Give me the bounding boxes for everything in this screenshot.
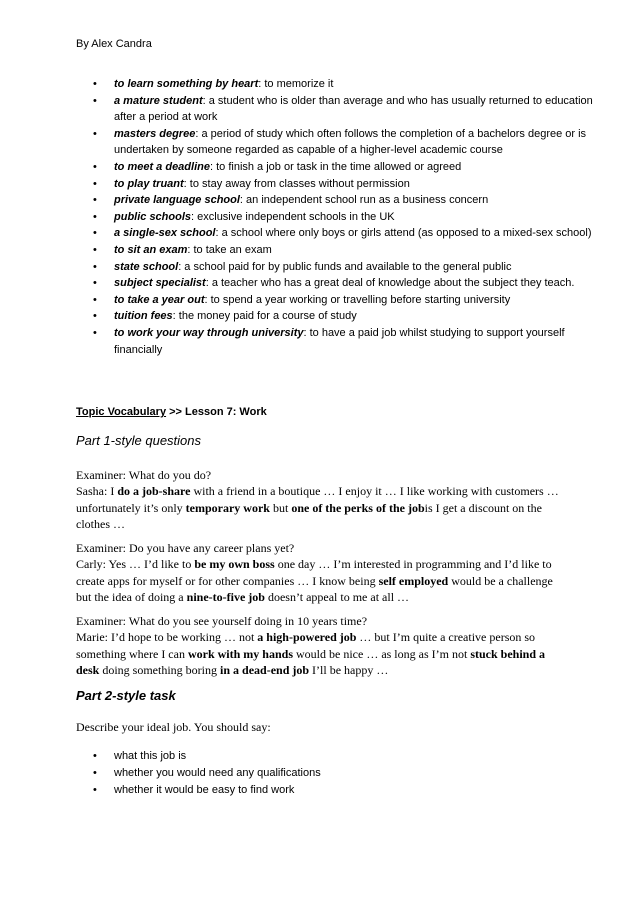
answer-highlight: stuck behind a desk [76, 646, 546, 678]
list-item: • what this job is [114, 748, 604, 765]
vocab-term: state school [114, 260, 179, 273]
list-item [114, 275, 604, 292]
vocab-term: to sit an exam [114, 243, 188, 256]
answer-highlight: a high-powered job [257, 630, 357, 645]
examiner-question: Examiner: What do you see yourself doing in 10 years time? [76, 614, 368, 628]
answer-highlight: self employed [378, 573, 449, 588]
answer-text: doing something boring [99, 663, 221, 678]
list-item [114, 308, 604, 325]
list-item [114, 242, 604, 259]
vocab-definition: : to finish a job or task in the time allowed or agreed [209, 160, 462, 173]
examiner-question: Examiner: What do you do? [76, 468, 212, 482]
author-header: By Alex Candra [76, 38, 152, 50]
vocab-term: public schools [114, 210, 192, 223]
examiner-question: Examiner: Do you have any career plans yet? [76, 541, 295, 555]
answer-text: but [269, 500, 292, 515]
vocab-definition: : exclusive independent schools in the UK [191, 210, 395, 223]
list-item [114, 325, 604, 358]
vocab-term: private language school [114, 194, 240, 207]
answer-text: Sasha: I [76, 484, 118, 499]
candidate-answer [76, 483, 566, 532]
vocab-definition: : to take an exam [187, 243, 272, 256]
list-item [114, 292, 604, 309]
vocab-term: tuition fees [114, 310, 173, 323]
candidate-answer [76, 556, 566, 605]
list-item [114, 225, 604, 242]
vocab-definition: : a student who is older than average and who has usually returned to education after a period at work [114, 94, 593, 124]
answer-highlight: one of the perks of the job [291, 500, 425, 515]
vocabulary-list [76, 76, 604, 358]
answer-text: would be nice … as long as I’m not [293, 646, 471, 661]
topic-vocabulary-link: Topic Vocabulary [76, 406, 167, 418]
part2-heading: Part 2-style task [76, 688, 176, 703]
vocab-definition: : a school where only boys or girls attend (as opposed to a mixed-sex school) [215, 227, 592, 240]
list-item [114, 259, 604, 276]
answer-highlight: nine-to-five job [186, 590, 265, 605]
task-points-list [76, 748, 604, 799]
answer-text: one day … I’m interested in programming and I’d like to create apps for myself or for other companies … I know being [76, 557, 552, 588]
vocab-definition: : a school paid for by public funds and available to the general public [178, 260, 512, 273]
answer-text: doesn’t appeal to me at all … [264, 590, 410, 605]
vocab-definition: : an independent school run as a business concern [239, 194, 489, 207]
answer-highlight: work with my hands [187, 646, 293, 661]
list-item: • whether you would need any qualifications [114, 765, 604, 782]
answer-highlight: do a job-share [117, 484, 191, 499]
list-item [114, 93, 604, 126]
answer-text: … but I’m quite a creative person so something where I can [76, 630, 536, 661]
list-item [114, 76, 604, 93]
vocab-definition: : a teacher who has a great deal of knowledge about the subject they teach. [205, 277, 575, 290]
answer-highlight: be my own boss [194, 557, 275, 572]
vocab-term: to take a year out [114, 293, 205, 306]
candidate-answer [76, 629, 566, 678]
dialog-sasha [76, 467, 566, 533]
vocab-definition: : to stay away from classes without permission [183, 177, 410, 190]
vocab-definition: : to have a paid job whilst studying to support yourself financially [114, 326, 565, 356]
answer-highlight: temporary work [185, 500, 270, 515]
answer-text: Carly: Yes … I’d like to [76, 557, 195, 572]
vocab-term: subject specialist [114, 277, 206, 290]
vocab-term: a mature student [114, 94, 203, 107]
vocab-definition: : the money paid for a course of study [172, 310, 357, 323]
answer-text: would be a challenge but the idea of doing a [76, 573, 553, 605]
answer-text: is I get a discount on the clothes … [76, 500, 542, 532]
list-item [114, 159, 604, 176]
vocab-definition: : to spend a year working or travelling before starting university [204, 293, 511, 306]
vocab-term: masters degree [114, 127, 196, 140]
vocab-term: to work your way through university [114, 326, 304, 339]
list-item [114, 126, 604, 159]
list-item: • whether it would be easy to find work [114, 782, 604, 799]
dialog-marie [76, 613, 566, 679]
list-item [114, 192, 604, 209]
vocab-definition: : to memorize it [258, 78, 334, 90]
list-item [114, 209, 604, 226]
topic-heading [76, 405, 267, 419]
dialog-carly [76, 540, 566, 606]
vocab-term: a single-sex school [114, 227, 216, 240]
vocab-definition: : a period of study which often follows the completion of a bachelors degree or is undertaken by someone regarded as capable of a higher-level academic course [114, 127, 587, 157]
vocab-term: to play truant [114, 177, 184, 190]
answer-text: with a friend in a boutique … I enjoy it … I like working with customers … unfortunately it’s only [76, 484, 559, 515]
answer-text: Marie: I’d hope to be working … not [76, 630, 258, 645]
part1-heading: Part 1-style questions [76, 433, 202, 448]
answer-highlight: in a dead-end job [220, 663, 310, 678]
vocab-term: to meet a deadline [114, 160, 210, 173]
lesson-title: >> Lesson 7: Work [166, 406, 267, 418]
vocab-term: to learn something by heart [114, 78, 259, 90]
answer-text: I’ll be happy … [309, 663, 389, 678]
list-item [114, 176, 604, 193]
task-instruction: Describe your ideal job. You should say: [76, 720, 271, 734]
